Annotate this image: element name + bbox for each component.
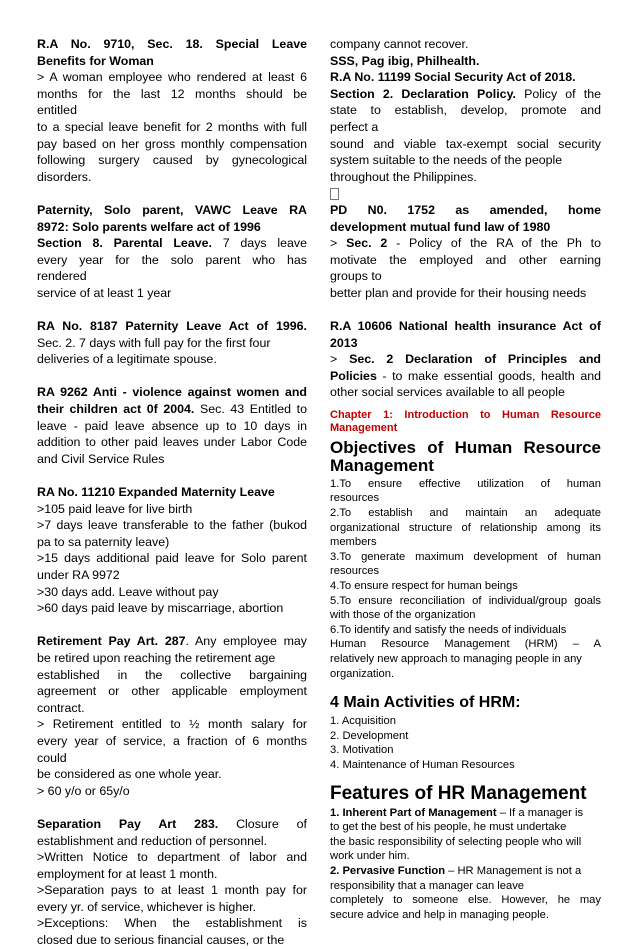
text-line	[37, 633, 307, 650]
text-line	[330, 86, 601, 103]
text-line: following surgery caused by gynecological	[37, 153, 307, 168]
text-line: >Written Notice to department of labor and	[37, 850, 307, 865]
heading-line: Management	[330, 455, 434, 475]
inline-bold: Separation Pay Art 283.	[37, 816, 219, 831]
list-item: 2. Development	[330, 729, 409, 742]
section-title: R.A No. 9710, Sec. 18. Special Leave	[37, 37, 307, 51]
section-title: PD N0. 1752 as amended, home	[330, 202, 601, 217]
text-line: leave - paid leave absence up to 10 days in	[37, 418, 307, 433]
heading-line: Objectives of Human Resource	[330, 437, 601, 457]
feature-line: work under him.	[330, 850, 410, 863]
text-line: rendered	[37, 269, 87, 284]
text-line: and Civil Service Rules	[37, 451, 165, 466]
section-ra9710	[37, 36, 307, 185]
inline-text: Policy of the	[515, 86, 601, 101]
text-line: deliveries of a legitimate spouse.	[37, 352, 217, 367]
section-ra10606	[330, 318, 601, 401]
text-line: be considered as one whole year.	[37, 767, 222, 782]
feature-line: the basic responsibility of selecting people who will	[330, 835, 582, 848]
list-item: 3.To generate maximum development of human	[330, 550, 601, 563]
list-item: organizational structure of relationship among its	[330, 521, 601, 534]
chapter-heading	[330, 409, 601, 436]
list-item: 3. Motivation	[330, 744, 394, 757]
list-item: 4.To ensure respect for human beings	[330, 580, 518, 593]
section-ra11210	[37, 484, 307, 617]
list-item: members	[330, 536, 377, 549]
section-title: development mutual fund law of 1980	[330, 219, 551, 234]
text-line: disorders.	[37, 169, 92, 184]
text-line: months for the last 12 months should be	[37, 86, 307, 101]
section-title: RA No. 8187 Paternity Leave Act of 1996.	[37, 319, 307, 334]
inline-bold: Section 2. Declaration Policy.	[330, 86, 516, 101]
activities-list	[330, 714, 601, 772]
text-line: >105 paid leave for live birth	[37, 501, 193, 516]
features-heading: Features of HR Management	[330, 782, 587, 804]
inline-text: >	[330, 352, 350, 367]
list-item: 6.To identify and satisfy the needs of individuals	[330, 623, 567, 636]
text-line: addition to other paid leaves under Labor Code	[37, 435, 307, 450]
section-title: Paternity, Solo parent, VAWC Leave RA	[37, 202, 307, 217]
text-line: >7 days leave transferable to the father (bukod	[37, 518, 307, 533]
feature-line: completely to someone else. However, he may	[330, 894, 601, 907]
inline-text: Closure of	[218, 816, 307, 831]
inline-text: . Any employee may	[185, 634, 307, 649]
text-line: every yr. of service, whichever is higher.	[37, 899, 256, 914]
placeholder-glyph-icon	[330, 188, 339, 200]
text-line: entitled	[37, 103, 77, 118]
section-title: Benefits for Woman	[37, 53, 154, 68]
feature-line: to get the best of his people, he must undertake	[330, 821, 567, 834]
feature-line	[330, 864, 601, 879]
text-line: contract.	[37, 700, 85, 715]
text-line: > Retirement entitled to ½ month salary for	[37, 717, 307, 732]
list-item: 2.To establish and maintain an adequate	[330, 507, 601, 520]
list-item: resources	[330, 492, 380, 505]
feature-line	[330, 806, 601, 821]
inline-bold: their children act 0f 2004.	[37, 402, 195, 417]
text-line: closed due to serious financial causes, or the	[37, 933, 285, 948]
text-line: established in the collective bargaining	[37, 667, 307, 682]
text-line	[37, 816, 307, 833]
text-line	[330, 368, 601, 385]
text-line: under RA 9972	[37, 568, 120, 582]
text-line: pa to sa paternity leave)	[37, 534, 170, 549]
inline-text: >	[330, 236, 347, 251]
text-line	[330, 185, 601, 202]
text-line	[330, 235, 601, 252]
text-line	[37, 235, 307, 252]
objectives-heading	[330, 439, 601, 475]
right-column	[330, 36, 601, 922]
text-line: >60 days paid leave by miscarriage, abortion	[37, 601, 284, 616]
list-item: 1. Acquisition	[330, 715, 396, 728]
text-line: pay based on her gross monthly compensation	[37, 136, 307, 151]
inline-bold: 2. Pervasive Function	[330, 864, 446, 877]
inline-text: - Policy of the RA of the Ph to	[387, 236, 602, 251]
section-title: SSS, Pag ibig, Philhealth.	[330, 53, 480, 68]
text-line: perfect a	[330, 119, 379, 134]
section-title: 2013	[330, 335, 358, 350]
text-line	[37, 401, 307, 418]
section-title: 8972: Solo parents welfare act of 1996	[37, 219, 261, 234]
text-line: be retired upon reaching the retirement age	[37, 650, 276, 665]
list-item: 1.To ensure effective utilization of human	[330, 477, 601, 490]
list-item: relatively new approach to managing people in any	[330, 653, 582, 665]
inline-bold: Section 8. Parental Leave.	[37, 236, 212, 251]
section-separation	[37, 816, 307, 949]
text-line: company cannot recover.	[330, 37, 469, 51]
section-title: R.A 10606 National health insurance Act of	[330, 319, 601, 334]
objectives-list	[330, 477, 601, 681]
text-line	[330, 351, 601, 368]
list-item: 4. Maintenance of Human Resources	[330, 758, 515, 771]
list-item: organization.	[330, 667, 395, 680]
section-title: RA No. 11210 Expanded Maternity Leave	[37, 485, 275, 500]
text-line: agreement or other applicable employment	[37, 684, 307, 699]
inline-bold: Policies	[330, 368, 377, 383]
text-line: >Exceptions: When the establishment is	[37, 916, 307, 931]
text-line: sound and viable tax-exempt social security	[330, 136, 601, 151]
text-line: >Separation pays to at least 1 month pay for	[37, 883, 307, 898]
section-sss	[330, 36, 601, 202]
text-line: groups to	[330, 269, 382, 284]
section-title: R.A No. 11199 Social Security Act of 2018.	[330, 70, 576, 85]
inline-bold: Retirement Pay Art. 287	[37, 634, 186, 649]
text-line: >30 days add. Leave without pay	[37, 584, 219, 599]
text-line: Sec. 2. 7 days with full pay for the first four	[37, 335, 271, 350]
list-item: 5.To ensure reconciliation of individual/group goals	[330, 594, 601, 607]
inline-bold: Sec. 2 Declaration of Principles and	[349, 352, 601, 367]
feature-line: secure advice and help in managing people.	[330, 908, 549, 921]
text-line: could	[37, 750, 67, 765]
feature-line: responsibility that a manager can leave	[330, 879, 525, 892]
inline-bold: Sec. 2	[346, 236, 388, 251]
text-line: every year for the solo parent who has	[37, 252, 307, 267]
section-ra9262	[37, 384, 307, 467]
chapter-title: Management	[330, 422, 398, 435]
inline-text: – HR Management is not a	[445, 864, 582, 877]
text-line: system suitable to the needs of the people	[330, 153, 563, 168]
section-ra8187	[37, 318, 307, 368]
inline-text: - to make essential goods, health and	[376, 368, 601, 383]
text-line: employment for at least 1 month.	[37, 866, 218, 881]
inline-text: – If a manager is	[496, 806, 584, 819]
text-line: to a special leave benefit for 2 months with full	[37, 119, 307, 134]
text-line: establishment and reduction of personnel.	[37, 833, 268, 848]
text-line: > 60 y/o or 65y/o	[37, 783, 130, 798]
text-line: better plan and provide for their housing needs	[330, 285, 587, 300]
inline-bold: 1. Inherent Part of Management	[330, 806, 497, 819]
section-title: RA 9262 Anti - violence against women and	[37, 385, 307, 400]
text-line: service of at least 1 year	[37, 285, 172, 300]
inline-text: Sec. 43 Entitled to	[194, 402, 307, 417]
text-line: > A woman employee who rendered at least 6	[37, 70, 307, 85]
chapter-title: Chapter 1: Introduction to Human Resource	[330, 409, 601, 422]
section-pd1752	[330, 202, 601, 302]
activities-heading: 4 Main Activities of HRM:	[330, 694, 521, 712]
list-item: Human Resource Management (HRM) – A	[330, 638, 601, 651]
section-retirement	[37, 633, 307, 799]
left-column	[37, 36, 307, 949]
text-line: every year of service, a fraction of 6 months	[37, 733, 307, 748]
list-item: with those of the organization	[330, 609, 476, 622]
text-line: throughout the Philippines.	[330, 169, 477, 184]
text-line: other social services available to all people	[330, 385, 565, 400]
text-line: >15 days additional paid leave for Solo parent	[37, 551, 307, 566]
text-line: state to establish, develop, promote and	[330, 103, 601, 118]
list-item: resources	[330, 565, 380, 578]
inline-text: 7 days leave	[211, 236, 307, 251]
section-paternity	[37, 202, 307, 302]
text-line: motivate the employed and other earning	[330, 252, 601, 267]
features-list	[330, 806, 601, 923]
